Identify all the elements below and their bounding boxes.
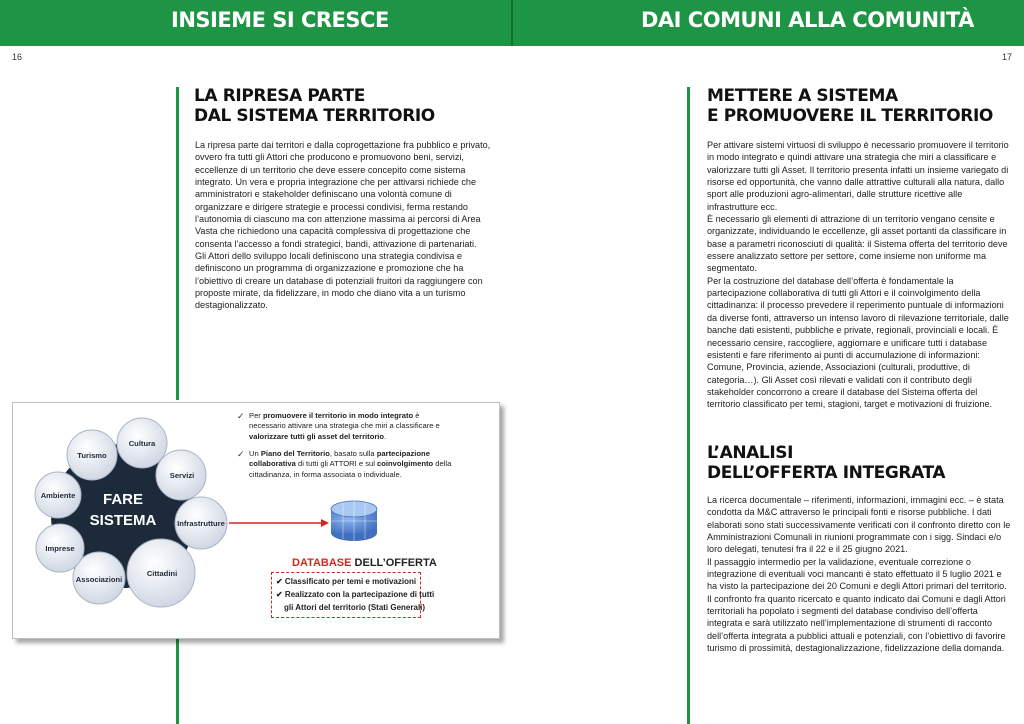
left-page-number: 16 bbox=[12, 52, 23, 62]
left-accent-line-bottom bbox=[176, 636, 179, 724]
arrow-icon bbox=[229, 519, 329, 527]
bullet-text-bold: partecipazione collaborativa bbox=[249, 449, 430, 469]
right-heading-1-line-2: E PROMUOVERE IL TERRITORIO bbox=[707, 106, 993, 126]
bullet-text bbox=[249, 449, 451, 479]
petal-label: Ambiente bbox=[40, 491, 76, 500]
petal-label: Turismo bbox=[77, 451, 107, 460]
database-features-box bbox=[271, 572, 435, 618]
database-title-red: DATABASE bbox=[292, 557, 352, 569]
petal-label: Infrastrutture bbox=[177, 519, 225, 528]
left-section-title: INSIEME SI CRESCE bbox=[171, 8, 389, 32]
right-heading-2-line-1: L’ANALISI bbox=[707, 443, 794, 463]
bullet-text-bold: coinvolgimento bbox=[377, 459, 434, 469]
bullet-text-part: è necessario attivare una strategia che miri a classificare e bbox=[249, 411, 440, 431]
right-heading-1-line-1: METTERE A SISTEMA bbox=[707, 86, 898, 106]
left-body-text bbox=[195, 139, 495, 312]
left-heading-line-1: LA RIPRESA PARTE bbox=[194, 86, 365, 106]
bullet-text-bold: promuovere il territorio in modo integrato bbox=[262, 411, 414, 420]
database-feature: gli Attori del territorio (Stati Generali) bbox=[284, 603, 426, 612]
right-heading-2-line-2: DELL’OFFERTA INTEGRATA bbox=[707, 463, 946, 483]
check-icon: ✓ bbox=[237, 449, 245, 459]
bullet-text-part: , basato sulla bbox=[329, 449, 377, 458]
database-feature: ✔ Realizzato con la partecipazione di tutti bbox=[276, 590, 435, 599]
paragraph: La ripresa parte dai territori e dalla coprogettazione fra pubblico e privato, ovvero fra tutti gli Attori che producono e promuovono beni, servizi, eccellenze di un territorio che deve essere concepito come sistema integrato. Un vera e propria integrazione che per attivarsi richiede che amministratori e stakeholder definiscano una volontà comune di organizzare e dirigere strategie e processi condivisi, ferma restando l’autonomia di ciascuno ma con attenzione massima ai percorsi di Area Vasta che richiedono una capacità complessiva di progettazione che consenta l’accesso a fondi strategici, bandi, attivazione di partenariati. bbox=[195, 140, 491, 249]
database-title bbox=[292, 557, 437, 569]
left-heading-line-2: DAL SISTEMA TERRITORIO bbox=[194, 106, 435, 126]
bullet-text-part: della cittadinanza, in forma associata o individuale. bbox=[249, 459, 452, 479]
bullet-text-part: . bbox=[384, 431, 387, 441]
paragraph: Per la costruzione del database dell’offerta è fondamentale la partecipazione collaborativa di tutti gli Attori e il coinvolgimento della cittadinanza: il processo prevedere il reperimento puntuale di informazioni da diverse fonti, attraverso un intenso lavoro di rilevazione territoriale, dalle banche dati esistenti, pubbliche e private, regionali, provinciali e locali. È necessario censire, raccogliere, aggiornare e unificare tutti i database esistenti e fare riferimento ai punti di accumulazione di informazioni: Comune, Provincia, aziende, Associazioni (culturali, produttive, di categoria…). Gli Asset così rilevati e validati con il contributo degli stakeholder concorrono a creare il database del Sistema offerta del territorio classificato per temi, stagioni, target e motivazioni di fruizione. bbox=[707, 275, 1009, 410]
bullet-text-part: Per bbox=[249, 411, 263, 420]
center-label-1: FARE bbox=[102, 491, 144, 508]
center-label-2: SISTEMA bbox=[89, 512, 157, 529]
petal-label: Cittadini bbox=[146, 569, 178, 578]
bullet-piano bbox=[237, 449, 457, 480]
right-body-text-2 bbox=[707, 494, 1013, 654]
bullet-text-part: di tutti gli ATTORI e sul bbox=[295, 459, 378, 469]
fare-sistema-diagram bbox=[12, 402, 500, 639]
bullet-text-bold: valorizzare tutti gli asset del territorio bbox=[249, 431, 385, 441]
petal-label: Imprese bbox=[45, 544, 75, 553]
database-icon bbox=[331, 501, 377, 541]
paragraph: È necessario gli elementi di attrazione di un territorio vengano censite e organizzate, individuando le eccellenze, gli asset portanti da classificare in base a parametri riconosciuti di qualità: il Sistema offerta del territorio deve essere analizzato settore per settore, come insieme non uniforme ma segmentato. bbox=[707, 214, 1008, 274]
paragraph: Gli Attori dello sviluppo locali definiscono una strategia condivisa e definiscono un programma di organizzazione e promozione che ha l’obiettivo di creare un database di potenziali fruitori da raggiungere con proposte mirate, da fidelizzare, in modo che diano vita a un turismo destagionalizzato. bbox=[195, 251, 483, 311]
paragraph: Il passaggio intermedio per la validazione, eventuale correzione o integrazione di eventuali voci mancanti è stato effettuato il 5 luglio 2021 e ha visto la partecipazione dei 20 Comuni e degli Attori primari del territorio. bbox=[707, 556, 1007, 592]
right-heading-2 bbox=[707, 443, 945, 483]
check-icon: ✓ bbox=[237, 411, 245, 421]
left-accent-line-top bbox=[176, 87, 179, 400]
database-feature: ✔ Classificato per temi e motivazioni bbox=[276, 577, 417, 586]
bullet-text bbox=[249, 411, 440, 441]
paragraph: La ricerca documentale – riferimenti, informazioni, immagini ecc. – è stata condotta da M&C attraverso le principali fonti e risorse pubbliche. I dati elaborati sono stati successivamente verificati con il confronto diretto con le Amministrazioni Comunali in riunioni programmate con i sigg. Sindaci e/o loro delegati, tenutesi fra il 22 e il 25 giugno 2021. bbox=[707, 495, 1011, 555]
header-divider bbox=[511, 0, 513, 46]
bullet-text-part: Un bbox=[249, 449, 261, 458]
top-header-bar bbox=[0, 0, 1024, 46]
petal-label: Cultura bbox=[128, 439, 156, 448]
petal-label: Servizi bbox=[169, 471, 195, 480]
paragraph: Per attivare sistemi virtuosi di sviluppo è necessario promuovere il territorio in modo integrato e quindi attivare una strategia che miri a classificare e valorizzare tutti gli Asset. Il territorio presenta infatti un insieme variegato di risorse ed opportunità, che vanno dalle attrattive culturali alla natura, dallo sport alle produzioni agro-alimentari, dalle strutture ricettive alle infrastrutture ecc. bbox=[707, 140, 1009, 212]
right-section-title: DAI COMUNI ALLA COMUNITÀ bbox=[641, 8, 974, 32]
bullet-text-bold: Piano del Territorio bbox=[260, 449, 330, 458]
right-page-number: 17 bbox=[1002, 52, 1013, 62]
left-heading bbox=[194, 86, 435, 126]
database-title-rest: DELL’OFFERTA bbox=[351, 557, 437, 569]
right-accent-line bbox=[687, 87, 690, 724]
petal-label: Associazioni bbox=[75, 575, 123, 584]
paragraph: Il confronto fra quanto ricercato e quanto indicato dai Comuni e dagli Attori territoriali ha popolato i segmenti del database condiviso dell’offerta integrata e sarà utilizzato nell’implementazione di strumenti di racconto dell’offerta integrata a pubblici attuali e potenziali, con l’obiettivo di favorire turismo di prossimità, destagionalizzazione, fidelizzazione della domanda. bbox=[707, 593, 1006, 654]
bullet-promuovere bbox=[237, 411, 457, 442]
right-heading-1 bbox=[707, 86, 993, 126]
right-body-text-1 bbox=[707, 139, 1013, 411]
